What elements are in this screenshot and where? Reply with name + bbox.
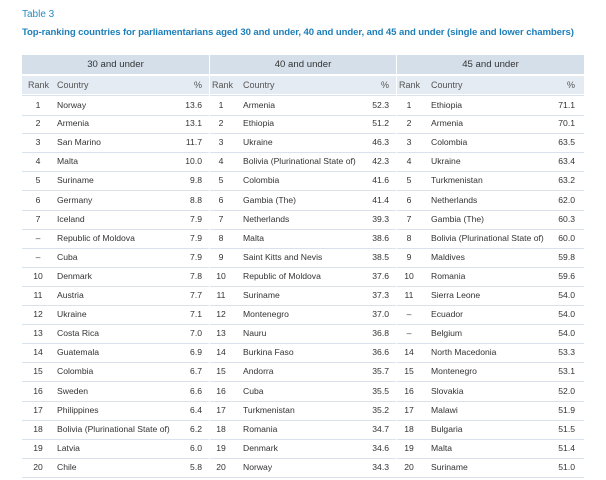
cell-rank: 15 xyxy=(33,366,43,377)
col-header-rank: Rank xyxy=(212,80,234,90)
cell-pct: 7.9 xyxy=(190,213,202,224)
cell-country: Turkmenistan xyxy=(243,404,295,415)
cell-pct: 13.1 xyxy=(185,118,202,129)
cell-rank: 18 xyxy=(404,423,414,434)
cell-country: Saint Kitts and Nevis xyxy=(243,251,323,262)
col-header-rank: Rank xyxy=(28,80,50,90)
cell-country: Netherlands xyxy=(431,194,478,205)
cell-rank: 5 xyxy=(218,175,224,186)
cell-country: Ukraine xyxy=(243,137,273,148)
cell-pct: 37.3 xyxy=(372,290,389,300)
table-label: Table 3 xyxy=(22,9,55,20)
cell-rank: 17 xyxy=(33,404,43,415)
cell-rank: 1 xyxy=(406,100,412,110)
cell-rank: 10 xyxy=(33,270,43,281)
cell-country: Colombia xyxy=(431,137,468,148)
cell-pct: 7.9 xyxy=(190,232,202,243)
cell-country: Ethiopia xyxy=(431,100,463,110)
cell-country: Sierra Leone xyxy=(431,290,481,300)
cell-rank: 19 xyxy=(404,442,414,453)
cell-rank: 18 xyxy=(216,423,226,434)
cell-rank: 11 xyxy=(404,290,414,300)
cell-rank: 2 xyxy=(35,118,41,129)
cell-pct: 34.3 xyxy=(372,461,389,472)
cell-pct: 63.5 xyxy=(558,137,575,148)
column-group-divider xyxy=(396,55,397,476)
cell-rank: 8 xyxy=(218,232,224,243)
cell-country: Austria xyxy=(57,290,84,300)
cell-pct: 54.0 xyxy=(558,309,575,320)
cell-country: Suriname xyxy=(243,290,280,300)
cell-pct: 6.9 xyxy=(190,347,202,358)
cell-country: Romania xyxy=(243,423,278,434)
cell-country: Belgium xyxy=(431,328,463,339)
cell-pct: 41.4 xyxy=(372,194,389,205)
cell-pct: 53.3 xyxy=(558,347,575,358)
cell-pct: 52.3 xyxy=(372,100,389,110)
cell-pct: 34.7 xyxy=(372,423,389,434)
cell-rank: 7 xyxy=(406,213,412,224)
cell-country: Colombia xyxy=(243,175,280,186)
cell-rank: 8 xyxy=(406,232,412,243)
cell-country: Armenia xyxy=(431,118,463,129)
table-row xyxy=(22,133,584,153)
cell-rank: 6 xyxy=(218,194,224,205)
cell-pct: 6.6 xyxy=(190,385,202,396)
cell-pct: 71.1 xyxy=(558,100,575,110)
cell-rank: 11 xyxy=(33,290,43,300)
cell-country: Gambia (The) xyxy=(243,194,297,205)
cell-country: Cuba xyxy=(243,385,264,396)
cell-rank: 17 xyxy=(216,404,226,415)
group-header-40: 40 and under xyxy=(210,55,396,74)
cell-pct: 7.8 xyxy=(190,270,202,281)
cell-country: Guatemala xyxy=(57,347,100,358)
cell-rank: 6 xyxy=(35,194,41,205)
cell-pct: 52.0 xyxy=(558,385,575,396)
cell-pct: 60.0 xyxy=(558,232,575,243)
table-row xyxy=(22,95,584,116)
cell-rank: 4 xyxy=(218,156,224,167)
table-row xyxy=(22,171,584,191)
cell-rank: 4 xyxy=(35,156,41,167)
cell-pct: 11.7 xyxy=(185,137,202,148)
cell-pct: 41.6 xyxy=(372,175,389,186)
col-header-pct: % xyxy=(566,80,575,90)
cell-pct: 51.0 xyxy=(558,461,575,472)
table-row xyxy=(22,286,584,306)
cell-rank: 3 xyxy=(35,137,41,148)
cell-rank: 13 xyxy=(216,328,226,339)
cell-country: Malta xyxy=(57,156,79,167)
col-header-rank: Rank xyxy=(399,80,421,90)
group-header-45: 45 and under xyxy=(397,55,584,74)
cell-rank: 16 xyxy=(404,385,414,396)
cell-pct: 39.3 xyxy=(372,213,389,224)
cell-country: Iceland xyxy=(57,213,85,224)
cell-rank: 19 xyxy=(33,442,43,453)
cell-rank: 14 xyxy=(216,347,226,358)
cell-country: Denmark xyxy=(243,442,278,453)
cell-rank: 14 xyxy=(404,347,414,358)
cell-pct: 38.5 xyxy=(372,251,389,262)
cell-country: San Marino xyxy=(57,137,101,148)
table-row xyxy=(22,305,584,325)
cell-country: Colombia xyxy=(57,366,94,377)
cell-country: Chile xyxy=(57,461,77,472)
cell-country: Romania xyxy=(431,270,466,281)
cell-country: North Macedonia xyxy=(431,347,497,358)
cell-country: Norway xyxy=(243,461,273,472)
cell-rank: 9 xyxy=(218,251,224,262)
cell-rank: 5 xyxy=(35,175,41,186)
cell-country: Nauru xyxy=(243,328,267,339)
cell-rank: 1 xyxy=(35,100,41,110)
cell-country: Republic of Moldova xyxy=(243,270,321,281)
cell-rank: 7 xyxy=(35,213,41,224)
cell-pct: 38.6 xyxy=(372,232,389,243)
table-title: Top-ranking countries for parliamentarians aged 30 and under, 40 and under, and 45 and under (single and lower chambers) xyxy=(22,27,574,38)
cell-rank: 6 xyxy=(406,194,412,205)
cell-rank: – xyxy=(406,309,412,320)
cell-pct: 37.6 xyxy=(372,270,389,281)
cell-rank: 11 xyxy=(216,290,226,300)
cell-pct: 51.9 xyxy=(558,404,575,415)
cell-rank: 10 xyxy=(216,270,226,281)
cell-pct: 60.3 xyxy=(558,213,575,224)
cell-rank: 2 xyxy=(218,118,224,129)
cell-country: Costa Rica xyxy=(57,328,100,339)
cell-country: Gambia (The) xyxy=(431,213,485,224)
cell-pct: 54.0 xyxy=(558,290,575,300)
cell-rank: 12 xyxy=(216,309,226,320)
cell-pct: 53.1 xyxy=(558,366,575,377)
cell-pct: 10.0 xyxy=(185,156,202,167)
col-header-pct: % xyxy=(193,80,202,90)
cell-rank: 14 xyxy=(33,347,43,358)
cell-country: Turkmenistan xyxy=(431,175,483,186)
cell-country: Republic of Moldova xyxy=(57,232,135,243)
cell-country: Philippines xyxy=(57,404,99,415)
cell-pct: 7.0 xyxy=(190,328,202,339)
cell-country: Ukraine xyxy=(57,309,87,320)
table-row xyxy=(22,248,584,268)
cell-rank: 3 xyxy=(218,137,224,148)
cell-pct: 9.8 xyxy=(190,175,202,186)
cell-rank: 16 xyxy=(216,385,226,396)
cell-country: Malta xyxy=(243,232,265,243)
cell-rank: 19 xyxy=(216,442,226,453)
cell-pct: 6.4 xyxy=(190,404,202,415)
cell-rank: 20 xyxy=(216,461,226,472)
cell-country: Denmark xyxy=(57,270,92,281)
cell-rank: 4 xyxy=(406,156,412,167)
cell-country: Andorra xyxy=(243,366,274,377)
cell-rank: 20 xyxy=(33,461,43,472)
cell-country: Germany xyxy=(57,194,93,205)
table-row xyxy=(22,229,584,249)
cell-country: Netherlands xyxy=(243,213,290,224)
cell-country: Malta xyxy=(431,442,453,453)
table-row xyxy=(22,362,584,382)
cell-pct: 35.2 xyxy=(372,404,389,415)
col-header-pct: % xyxy=(380,80,389,90)
cell-country: Sweden xyxy=(57,385,89,396)
cell-pct: 8.8 xyxy=(190,194,202,205)
cell-rank: 3 xyxy=(406,137,412,148)
table-row xyxy=(22,343,584,363)
table-row xyxy=(22,210,584,230)
cell-pct: 36.8 xyxy=(372,328,389,339)
cell-pct: 70.1 xyxy=(558,118,575,129)
cell-pct: 6.2 xyxy=(190,423,202,434)
cell-pct: 13.6 xyxy=(185,100,202,110)
cell-pct: 51.4 xyxy=(558,442,575,453)
cell-country: Slovakia xyxy=(431,385,464,396)
cell-rank: – xyxy=(35,232,41,243)
cell-rank: 5 xyxy=(406,175,412,186)
cell-pct: 5.8 xyxy=(190,461,202,472)
cell-pct: 51.5 xyxy=(558,423,575,434)
cell-pct: 42.3 xyxy=(372,156,389,167)
cell-pct: 63.2 xyxy=(558,175,575,186)
column-header-row xyxy=(22,76,584,94)
cell-country: Norway xyxy=(57,100,87,110)
cell-country: Suriname xyxy=(57,175,94,186)
cell-pct: 7.1 xyxy=(190,309,202,320)
table-row xyxy=(22,267,584,287)
cell-rank: 9 xyxy=(406,251,412,262)
cell-pct: 62.0 xyxy=(558,194,575,205)
cell-country: Suriname xyxy=(431,461,468,472)
table-row xyxy=(22,439,584,459)
cell-rank: 16 xyxy=(33,385,43,396)
cell-rank: – xyxy=(406,328,412,339)
cell-pct: 51.2 xyxy=(372,118,389,129)
table-row xyxy=(22,191,584,211)
cell-country: Latvia xyxy=(57,442,80,453)
cell-pct: 37.0 xyxy=(372,309,389,320)
table-row xyxy=(22,382,584,402)
col-header-country: Country xyxy=(57,80,89,90)
cell-pct: 35.7 xyxy=(372,366,389,377)
cell-rank: 15 xyxy=(216,366,226,377)
col-header-country: Country xyxy=(431,80,463,90)
cell-country: Montenegro xyxy=(431,366,477,377)
cell-rank: 17 xyxy=(404,404,414,415)
cell-rank: – xyxy=(35,251,41,262)
cell-country: Malawi xyxy=(431,404,458,415)
table-row xyxy=(22,458,584,478)
cell-pct: 46.3 xyxy=(372,137,389,148)
table-row xyxy=(22,420,584,440)
cell-rank: 7 xyxy=(218,213,224,224)
cell-rank: 1 xyxy=(218,100,224,110)
cell-pct: 6.0 xyxy=(190,442,202,453)
cell-country: Bolivia (Plurinational State of) xyxy=(243,156,356,167)
cell-rank: 15 xyxy=(404,366,414,377)
cell-pct: 35.5 xyxy=(372,385,389,396)
cell-pct: 7.9 xyxy=(190,251,202,262)
table-row xyxy=(22,152,584,172)
cell-country: Burkina Faso xyxy=(243,347,294,358)
table-row xyxy=(22,114,584,134)
col-header-country: Country xyxy=(243,80,275,90)
table-row xyxy=(22,324,584,344)
cell-country: Cuba xyxy=(57,251,78,262)
cell-pct: 36.6 xyxy=(372,347,389,358)
cell-country: Bolivia (Plurinational State of) xyxy=(431,232,544,243)
cell-country: Armenia xyxy=(243,100,275,110)
cell-rank: 10 xyxy=(404,270,414,281)
cell-pct: 6.7 xyxy=(190,366,202,377)
cell-country: Montenegro xyxy=(243,309,289,320)
cell-country: Bolivia (Plurinational State of) xyxy=(57,423,170,434)
cell-country: Armenia xyxy=(57,118,89,129)
cell-pct: 7.7 xyxy=(190,290,202,300)
cell-pct: 59.6 xyxy=(558,270,575,281)
cell-country: Ethiopia xyxy=(243,118,275,129)
cell-rank: 20 xyxy=(404,461,414,472)
cell-rank: 13 xyxy=(33,328,43,339)
cell-pct: 34.6 xyxy=(372,442,389,453)
cell-country: Ukraine xyxy=(431,156,461,167)
cell-rank: 18 xyxy=(33,423,43,434)
cell-country: Bulgaria xyxy=(431,423,463,434)
cell-rank: 12 xyxy=(33,309,43,320)
cell-pct: 63.4 xyxy=(558,156,575,167)
group-header-30: 30 and under xyxy=(22,55,209,74)
column-group-divider xyxy=(209,55,210,476)
cell-pct: 59.8 xyxy=(558,251,575,262)
cell-country: Maldives xyxy=(431,251,465,262)
cell-country: Ecuador xyxy=(431,309,464,320)
cell-pct: 54.0 xyxy=(558,328,575,339)
table-row xyxy=(22,401,584,421)
cell-rank: 2 xyxy=(406,118,412,129)
